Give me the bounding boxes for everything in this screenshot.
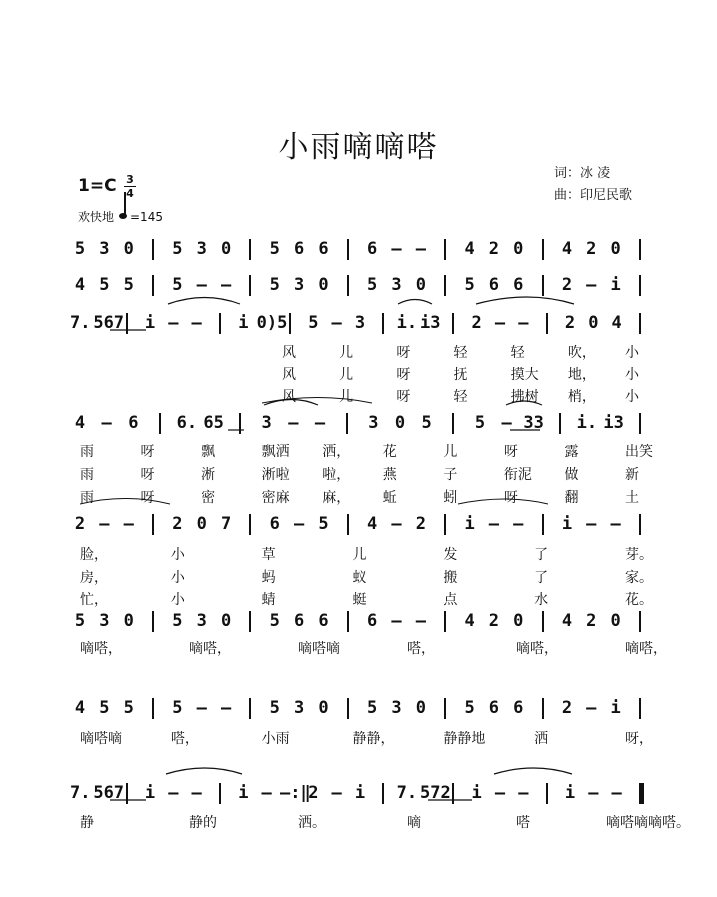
- note: 0: [394, 413, 406, 433]
- note: 3: [99, 239, 110, 259]
- note: –: [99, 514, 110, 534]
- note: 6: [367, 611, 378, 631]
- lyric-slur: [80, 499, 170, 505]
- lyric-syllable: 燕: [382, 467, 397, 483]
- note: –: [168, 783, 179, 803]
- lyric-syllable: 摸大: [510, 367, 539, 383]
- lyric-syllable: 脸，: [80, 547, 108, 563]
- note: –: [261, 783, 272, 803]
- lyric-syllable: 嘀嗒嘀: [298, 641, 340, 657]
- lyric-syllable: 小: [170, 547, 185, 563]
- lyric-syllable: 蚁: [352, 570, 367, 586]
- slur: [506, 401, 542, 405]
- note: 2: [308, 783, 319, 803]
- lyric-syllable: 嘀: [407, 815, 421, 831]
- note: 4: [464, 611, 475, 631]
- note: 5: [74, 239, 86, 259]
- note: 3: [294, 698, 305, 718]
- lyric-syllable: 花: [382, 444, 397, 460]
- note: 2: [561, 275, 573, 295]
- note: 6: [318, 239, 329, 259]
- lyricist-credit: 词：冰 凌: [554, 166, 611, 181]
- note: i: [144, 313, 156, 333]
- note: i3: [420, 313, 441, 333]
- note: 5: [99, 698, 110, 718]
- note: 6: [269, 514, 280, 534]
- note: –: [391, 239, 402, 259]
- note: i3: [603, 413, 624, 433]
- note: –: [294, 514, 305, 534]
- note: –: [220, 275, 232, 295]
- lyric-syllable: 家。: [625, 570, 653, 586]
- lyric-syllable: 淅啦: [261, 467, 290, 483]
- lyric-syllable: 呀: [396, 367, 411, 383]
- lyric-syllable: 小: [625, 367, 639, 383]
- lyric-syllable: 草: [261, 547, 276, 563]
- note: 5: [74, 611, 86, 631]
- note: 3: [354, 313, 366, 333]
- lyric-slur: [458, 499, 548, 504]
- lyric-syllable: 了: [534, 547, 549, 563]
- lyric-syllable: 衔泥: [503, 467, 532, 483]
- note: 0: [415, 698, 426, 718]
- note: i: [561, 514, 573, 534]
- note: 5: [172, 275, 183, 295]
- note: 4: [367, 514, 378, 534]
- lyric-syllable: 水: [534, 592, 549, 608]
- lyric-syllable: 呀，: [625, 731, 653, 747]
- note: 2: [471, 313, 482, 333]
- note: 0: [513, 611, 524, 631]
- lyric-syllable: 翻: [564, 490, 579, 506]
- lyric-syllable: 呀: [140, 490, 155, 506]
- lyric-syllable: 房，: [80, 570, 108, 586]
- slur: [476, 297, 574, 304]
- note: 0: [318, 275, 329, 295]
- note: –: [168, 313, 179, 333]
- note: –: [191, 783, 202, 803]
- lyric-syllable: 嘀嗒，: [625, 641, 667, 657]
- lyric-syllable: 忙，: [80, 592, 108, 608]
- composer-credit: 曲：印尼民歌: [554, 188, 633, 203]
- lyric-syllable: 小: [170, 592, 185, 608]
- lyric-syllable: 呀: [396, 389, 411, 405]
- note: –: [196, 275, 207, 295]
- note: 0: [123, 611, 134, 631]
- lyric-syllable: 子: [443, 467, 458, 483]
- note: 0: [196, 514, 207, 534]
- lyric-syllable: 点: [443, 592, 458, 608]
- note: –: [101, 413, 112, 433]
- note: –: [494, 783, 506, 803]
- lyric-syllable: 吹，: [567, 345, 596, 361]
- lyric-slur: [262, 398, 372, 404]
- note: –: [331, 313, 342, 333]
- note: 2: [488, 239, 500, 259]
- lyric-syllable: 嘀嗒，: [189, 641, 231, 657]
- lyric-syllable: 儿: [339, 389, 354, 405]
- note: 0)5: [256, 313, 288, 333]
- lyric-syllable: 密麻: [261, 490, 290, 506]
- note: –:‖: [280, 783, 311, 803]
- lyric-syllable: 花。: [625, 592, 653, 608]
- note: 6: [488, 698, 500, 718]
- note: i: [238, 783, 249, 803]
- lyric-syllable: 发: [443, 547, 458, 563]
- lyric-syllable: 做: [564, 467, 579, 483]
- note: –: [494, 313, 506, 333]
- note: 5: [269, 239, 280, 259]
- note: 5: [99, 275, 110, 295]
- lyric-syllable: 轻: [453, 345, 468, 361]
- note: 572: [420, 783, 451, 803]
- note: 2: [74, 514, 86, 534]
- note: 6: [128, 413, 139, 433]
- tempo-value: =145: [130, 210, 163, 224]
- note: 5: [318, 514, 329, 534]
- note: –: [123, 514, 134, 534]
- meter-top: 3: [126, 173, 134, 186]
- lyric-syllable: 小: [625, 389, 639, 405]
- note: 3: [196, 611, 207, 631]
- lyric-syllable: 儿: [339, 345, 354, 361]
- note: –: [518, 313, 529, 333]
- lyric-syllable: 淅: [201, 467, 216, 483]
- note: –: [518, 783, 529, 803]
- note: 7: [220, 514, 232, 534]
- note: –: [191, 313, 202, 333]
- note: 6: [318, 611, 329, 631]
- lyric-syllable: 抚: [453, 367, 468, 383]
- note: 5: [269, 698, 280, 718]
- lyric-syllable: 蜓: [352, 592, 367, 608]
- note: 7.: [396, 783, 418, 803]
- note: –: [415, 239, 426, 259]
- note: 4: [561, 239, 573, 259]
- lyric-syllable: 蚯: [382, 490, 397, 506]
- note: 6: [488, 275, 500, 295]
- slur: [166, 768, 242, 774]
- note: i: [464, 514, 475, 534]
- note: 3: [368, 413, 379, 433]
- lyric-syllable: 儿: [443, 444, 458, 460]
- note: 6: [294, 611, 305, 631]
- note: –: [488, 514, 500, 534]
- note: 2: [561, 698, 573, 718]
- note: 5: [367, 275, 378, 295]
- note: 0: [318, 698, 329, 718]
- note: 0: [513, 239, 524, 259]
- slur: [168, 298, 240, 305]
- lyric-syllable: 呀: [396, 345, 411, 361]
- note: 3: [294, 275, 305, 295]
- lyric-syllable: 静静，: [352, 731, 395, 747]
- meter-bottom: 4: [126, 187, 134, 200]
- lyric-syllable: 风: [282, 345, 296, 361]
- lyric-syllable: 洒: [534, 731, 549, 747]
- lyric-syllable: 蚂: [261, 570, 276, 586]
- note: 0: [610, 239, 621, 259]
- note: –: [610, 514, 621, 534]
- lyric-syllable: 雨: [80, 444, 94, 460]
- note: 5: [123, 275, 134, 295]
- note: 0: [610, 611, 621, 631]
- lyric-syllable: 密: [201, 490, 216, 506]
- lyric-syllable: 小: [625, 345, 639, 361]
- note: 0: [220, 611, 232, 631]
- lyric-syllable: 儿: [339, 367, 354, 383]
- note: 5: [269, 275, 280, 295]
- lyric-syllable: 轻: [453, 389, 468, 405]
- lyric-syllable: 嗒，: [170, 731, 199, 747]
- note: 5: [123, 698, 134, 718]
- note: i: [610, 698, 621, 718]
- note: 5: [464, 275, 475, 295]
- lyric-syllable: 静: [80, 815, 94, 831]
- lyric-syllable: 洒。: [298, 815, 326, 831]
- note: i: [610, 275, 621, 295]
- note: 6.: [176, 413, 198, 433]
- lyric-syllable: 呀: [140, 467, 155, 483]
- lyric-syllable: 露: [564, 444, 579, 460]
- lyric-syllable: 嗒: [516, 815, 530, 831]
- slur: [264, 400, 318, 406]
- note: –: [513, 514, 524, 534]
- lyric-syllable: 嘀嗒嘀: [80, 731, 122, 747]
- note: i: [144, 783, 156, 803]
- note: 6: [513, 698, 524, 718]
- note: 567: [93, 783, 125, 803]
- note: 6: [367, 239, 378, 259]
- lyric-syllable: 嘀嗒，: [80, 641, 122, 657]
- note: 4: [74, 698, 86, 718]
- note: 4: [611, 313, 622, 333]
- lyric-syllable: 梢，: [567, 389, 596, 405]
- note: i.: [576, 413, 598, 433]
- lyric-syllable: 啦，: [322, 467, 351, 483]
- note: 3: [261, 413, 272, 433]
- lyric-syllable: 了: [534, 570, 549, 586]
- lyric-syllable: 出笑: [625, 444, 653, 460]
- note: 4: [561, 611, 573, 631]
- note: i.: [396, 313, 418, 333]
- lyric-syllable: 静静地: [443, 731, 486, 747]
- note: 2: [172, 514, 183, 534]
- lyric-syllable: 飘: [201, 444, 216, 460]
- note: 0: [123, 239, 134, 259]
- note: 0: [588, 313, 599, 333]
- note: 6: [513, 275, 524, 295]
- note: –: [391, 611, 402, 631]
- note: –: [331, 783, 342, 803]
- lyric-syllable: 麻，: [322, 490, 351, 506]
- note: 65: [203, 413, 224, 433]
- note: 7.: [70, 783, 91, 803]
- lyric-syllable: 轻: [510, 345, 525, 361]
- note: 0: [415, 275, 426, 295]
- note: i: [471, 783, 482, 803]
- lyric-syllable: 嗒，: [407, 641, 435, 657]
- note: 7.: [70, 313, 91, 333]
- note: 2: [564, 313, 576, 333]
- note: 5: [367, 698, 378, 718]
- note: –: [288, 413, 299, 433]
- note: 5: [474, 413, 486, 433]
- note: 2: [488, 611, 500, 631]
- song-title: 小雨嘀嘀嗒: [278, 130, 439, 165]
- note: 3: [391, 275, 402, 295]
- note: 0: [220, 239, 232, 259]
- note: –: [220, 698, 232, 718]
- note: i: [564, 783, 576, 803]
- note: –: [415, 611, 426, 631]
- note: 2: [415, 514, 426, 534]
- lyric-syllable: 飘洒: [261, 444, 290, 460]
- lyric-syllable: 蜻: [261, 592, 276, 608]
- note: –: [588, 783, 599, 803]
- note: –: [391, 514, 402, 534]
- lyric-syllable: 雨: [80, 467, 94, 483]
- note: –: [586, 514, 597, 534]
- lyric-syllable: 静的: [189, 815, 217, 831]
- note: –: [586, 275, 597, 295]
- note: 5: [464, 698, 475, 718]
- note: 2: [586, 611, 597, 631]
- note: –: [611, 783, 622, 803]
- note: –: [196, 698, 207, 718]
- note: 5: [269, 611, 280, 631]
- lyric-syllable: 小: [170, 570, 185, 586]
- lyric-syllable: 风: [282, 367, 296, 383]
- note: 2: [586, 239, 597, 259]
- lyric-syllable: 嘀嗒嘀嘀嗒。: [606, 815, 690, 831]
- note: 5: [308, 313, 319, 333]
- note: i: [238, 313, 249, 333]
- note: 5: [172, 239, 183, 259]
- lyric-syllable: 呀: [503, 444, 518, 460]
- tempo-word: 欢快地: [78, 210, 115, 224]
- note: –: [314, 413, 326, 433]
- note: –: [501, 413, 512, 433]
- lyric-syllable: 风: [282, 389, 296, 405]
- note: 33: [523, 413, 544, 433]
- lyric-syllable: 小雨: [261, 731, 290, 747]
- lyric-syllable: 地，: [567, 367, 596, 383]
- lyric-syllable: 拂树: [510, 389, 539, 405]
- note: 3: [196, 239, 207, 259]
- note: –: [586, 698, 597, 718]
- key-signature: 1=C: [78, 176, 117, 196]
- lyric-syllable: 儿: [352, 547, 367, 563]
- note: 3: [391, 698, 402, 718]
- lyric-syllable: 洒，: [322, 444, 351, 460]
- lyric-syllable: 嘀嗒，: [516, 641, 558, 657]
- lyric-syllable: 搬: [443, 570, 458, 586]
- lyric-syllable: 芽。: [625, 547, 653, 563]
- lyric-syllable: 呀: [140, 444, 155, 460]
- slur: [398, 300, 432, 305]
- note: 5: [421, 413, 432, 433]
- slur: [494, 768, 572, 774]
- lyric-syllable: 土: [625, 490, 639, 506]
- note: 5: [172, 698, 183, 718]
- lyric-syllable: 新: [625, 467, 639, 483]
- note: 5: [172, 611, 183, 631]
- note: 4: [74, 275, 86, 295]
- lyric-syllable: 呀: [503, 490, 518, 506]
- lyric-syllable: 蚓: [443, 490, 458, 506]
- note: 6: [294, 239, 305, 259]
- lyric-syllable: 雨: [80, 490, 94, 506]
- note: 4: [464, 239, 475, 259]
- note: i: [354, 783, 366, 803]
- note: 3: [99, 611, 110, 631]
- note: 4: [74, 413, 86, 433]
- note: 567: [93, 313, 125, 333]
